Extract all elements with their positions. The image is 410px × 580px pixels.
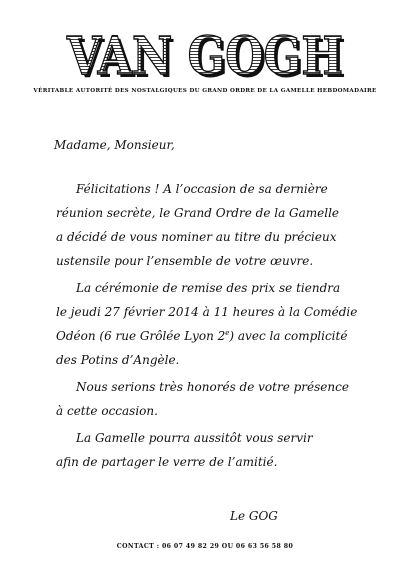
- letter-line: le jeudi 27 février 2014 à 11 heures à la Comédie: [56, 305, 358, 319]
- letter-line: à cette occasion.: [56, 404, 158, 418]
- letter-line: des Potins d’Angèle.: [56, 353, 180, 367]
- masthead-title: VAN GOGH: [66, 26, 344, 84]
- letter-line: ustensile pour l’ensemble de votre œuvre.: [56, 254, 314, 268]
- letter-line: réunion secrète, le Grand Ordre de la Gamelle: [56, 206, 340, 220]
- masthead-logo: [60, 26, 350, 84]
- signature: Le GOG: [230, 509, 278, 523]
- salutation: Madame, Monsieur,: [54, 138, 175, 152]
- letter-line-part: Odéon (6 rue Grôlée Lyon 2: [56, 329, 226, 343]
- letter-line: Nous serions très honorés de votre présence: [76, 380, 349, 394]
- letter-line: Félicitations ! A l’occasion de sa dernière: [76, 182, 328, 196]
- masthead-subtitle: VÉRITABLE AUTORITÉ DES NOSTALGIQUES DU GRAND ORDRE DE LA GAMELLE HEBDOMADAIRE: [33, 88, 377, 94]
- letter-line: a décidé de vous nominer au titre du précieux: [56, 230, 337, 244]
- letter-line-part: ) avec la complicité: [229, 329, 348, 343]
- letter-line: La Gamelle pourra aussitôt vous servir: [76, 431, 313, 445]
- masthead-title-shadow: VAN GOGH: [69, 29, 347, 84]
- letter-line: La cérémonie de remise des prix se tiendra: [76, 281, 341, 295]
- letter-line: afin de partager le verre de l’amitié.: [56, 455, 278, 469]
- ordinal-suffix: e: [225, 329, 230, 337]
- letter-line: [56, 329, 347, 343]
- contact-info: CONTACT : 06 07 49 82 29 OU 06 63 56 58 80: [116, 543, 294, 550]
